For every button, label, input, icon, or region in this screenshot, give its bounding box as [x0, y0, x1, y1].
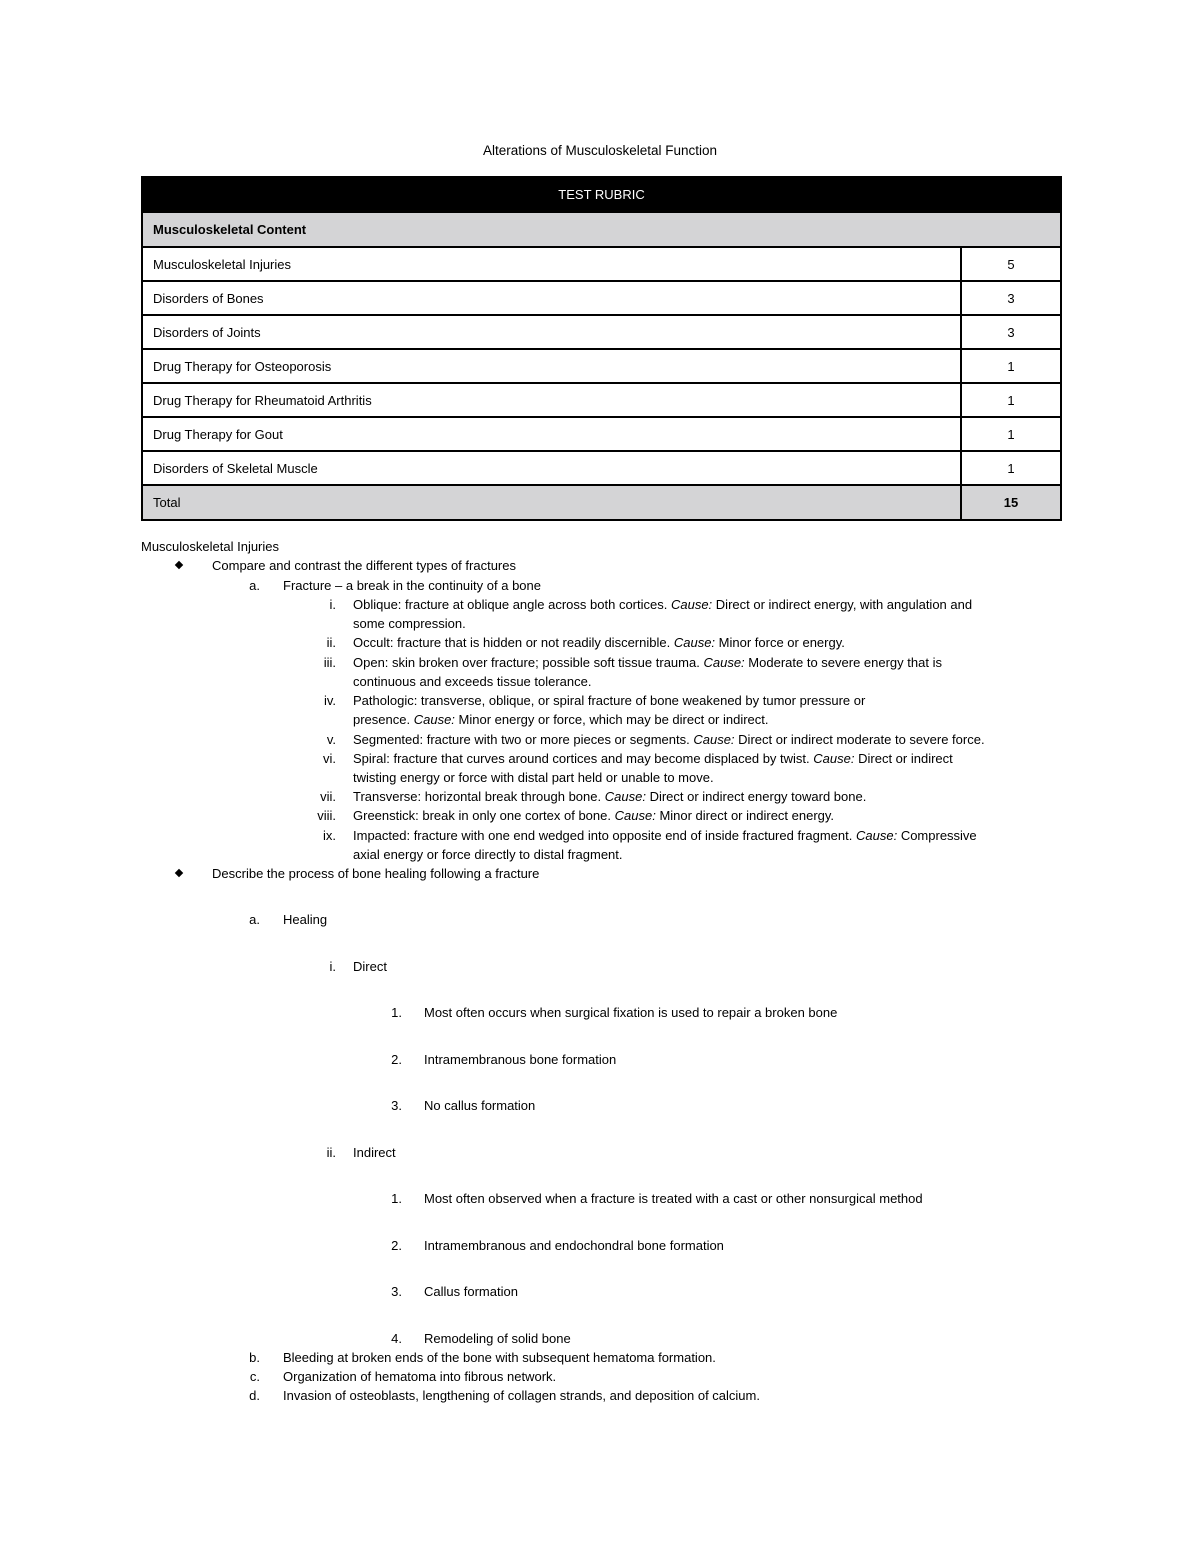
fracture-type-text: Transverse: horizontal break through bone.: [353, 789, 602, 804]
list-marker: iii.: [323, 655, 336, 670]
list-item: Remodeling of solid bone: [424, 1331, 571, 1346]
row-label: Drug Therapy for Osteoporosis: [142, 349, 961, 383]
row-label: Drug Therapy for Gout: [142, 417, 961, 451]
cause-text: Direct or indirect energy, with angulation and: [715, 597, 973, 612]
list-marker: iv.: [323, 693, 336, 708]
rubric-section-row: [142, 212, 1061, 247]
cause-text: Direct or indirect moderate to severe force.: [738, 732, 985, 747]
list-item: [353, 749, 953, 768]
fracture-type-text: Occult: fracture that is hidden or not readily discernible.: [353, 635, 671, 650]
total-label: Total: [142, 485, 961, 520]
list-item: Callus formation: [424, 1284, 518, 1299]
list-marker: 1.: [391, 1191, 402, 1206]
cause-text: Compressive: [900, 828, 977, 843]
list-item: Indirect: [353, 1145, 396, 1160]
list-item: Intramembranous bone formation: [424, 1052, 617, 1067]
list-item-continuation: continuous and exceeds tissue tolerance.: [353, 674, 592, 689]
rubric-header: TEST RUBRIC: [142, 177, 1061, 212]
list-item: Most often occurs when surgical fixation is used to repair a broken bone: [424, 1005, 838, 1020]
list-item: Most often observed when a fracture is treated with a cast or other nonsurgical method: [424, 1191, 923, 1206]
row-label: Musculoskeletal Injuries: [142, 247, 961, 281]
table-row: [142, 315, 1061, 349]
cause-label: Cause:: [673, 635, 716, 650]
list-item: Direct: [353, 959, 387, 974]
row-value: 3: [961, 281, 1061, 315]
row-label: Disorders of Bones: [142, 281, 961, 315]
list-marker: 4.: [391, 1331, 402, 1346]
cause-label: Cause:: [813, 751, 855, 766]
cause-text: Minor force or energy.: [718, 635, 845, 650]
fracture-type-text: Segmented: fracture with two or more pieces or segments.: [353, 732, 690, 747]
cause-label: Cause:: [413, 712, 455, 727]
total-row: [142, 485, 1061, 520]
list-item: [353, 595, 972, 614]
section-heading: Musculoskeletal Injuries: [141, 539, 280, 554]
test-rubric-table: [141, 176, 1062, 521]
cause-text: Minor energy or force, which may be direct or indirect.: [458, 712, 769, 727]
row-label: Disorders of Joints: [142, 315, 961, 349]
list-marker: ii.: [326, 635, 336, 650]
cause-label: Cause:: [614, 808, 656, 823]
cause-label: Cause:: [703, 655, 745, 670]
list-item: Invasion of osteoblasts, lengthening of collagen strands, and deposition of calcium.: [283, 1388, 760, 1403]
list-item: Bleeding at broken ends of the bone with subsequent hematoma formation.: [283, 1350, 716, 1365]
list-item: Fracture – a break in the continuity of a bone: [283, 578, 541, 593]
bullet-text: Compare and contrast the different types of fractures: [212, 558, 516, 573]
list-marker: i.: [329, 597, 336, 612]
list-item-continuation: axial energy or force directly to distal fragment.: [353, 847, 623, 862]
list-item: No callus formation: [424, 1098, 536, 1113]
row-value: 1: [961, 349, 1061, 383]
fracture-type-text: Oblique: fracture at oblique angle across both cortices.: [353, 597, 668, 612]
fracture-type-text: Impacted: fracture with one end wedged into opposite end of inside fractured fragment.: [353, 828, 853, 843]
table-row: [142, 349, 1061, 383]
list-marker: 2.: [391, 1052, 402, 1067]
list-marker: a.: [249, 912, 260, 927]
page-title: Alterations of Musculoskeletal Function: [482, 143, 718, 158]
row-value: 3: [961, 315, 1061, 349]
table-row: [142, 247, 1061, 281]
row-value: 1: [961, 451, 1061, 485]
bullet-icon: [175, 561, 183, 569]
row-label: Drug Therapy for Rheumatoid Arthritis: [142, 383, 961, 417]
list-marker: ii.: [326, 1145, 336, 1160]
list-item: [353, 787, 866, 806]
row-value: 1: [961, 383, 1061, 417]
cause-text: Direct or indirect energy toward bone.: [649, 789, 867, 804]
list-item: [353, 653, 942, 672]
list-item-continuation: [353, 710, 769, 729]
list-marker: a.: [249, 578, 260, 593]
cause-label: Cause:: [670, 597, 713, 612]
fracture-type-text: Spiral: fracture that curves around cortices and may become displaced by twist.: [353, 751, 810, 766]
table-row: [142, 451, 1061, 485]
table-row: [142, 281, 1061, 315]
cause-label: Cause:: [604, 789, 646, 804]
list-marker: d.: [249, 1388, 260, 1403]
list-marker: v.: [326, 732, 336, 747]
bullet-icon: [175, 869, 183, 877]
list-item: Organization of hematoma into fibrous network.: [283, 1369, 557, 1384]
list-marker: 3.: [391, 1284, 402, 1299]
list-marker: 3.: [391, 1098, 402, 1113]
cause-text: Direct or indirect: [858, 751, 953, 766]
rubric-section: Musculoskeletal Content: [142, 212, 1061, 247]
rubric-header-row: [142, 177, 1061, 212]
total-value: 15: [961, 485, 1061, 520]
cause-label: Cause:: [693, 732, 735, 747]
list-item-continuation: some compression.: [353, 616, 466, 631]
list-marker: c.: [249, 1369, 260, 1384]
cause-label: Cause:: [855, 828, 898, 843]
list-item: [353, 826, 977, 845]
list-item: Healing: [283, 912, 328, 927]
list-marker: ix.: [323, 828, 336, 843]
list-marker: viii.: [317, 808, 336, 823]
list-marker: vi.: [323, 751, 336, 766]
row-label: Disorders of Skeletal Muscle: [142, 451, 961, 485]
list-item: [353, 806, 834, 825]
table-row: [142, 417, 1061, 451]
row-value: 5: [961, 247, 1061, 281]
cause-text: Minor direct or indirect energy.: [659, 808, 835, 823]
cause-text: Moderate to severe energy that is: [748, 655, 942, 670]
fracture-type-text: Greenstick: break in only one cortex of bone.: [353, 808, 611, 823]
list-item: Pathologic: transverse, oblique, or spiral fracture of bone weakened by tumor pressure or: [353, 693, 866, 708]
list-marker: 2.: [391, 1238, 402, 1253]
list-marker: i.: [329, 959, 336, 974]
list-item: [353, 730, 985, 749]
list-item-continuation: twisting energy or force with distal part held or unable to move.: [353, 770, 714, 785]
bullet-text: Describe the process of bone healing following a fracture: [212, 866, 540, 881]
list-marker: b.: [249, 1350, 260, 1365]
row-value: 1: [961, 417, 1061, 451]
table-row: [142, 383, 1061, 417]
list-item: Intramembranous and endochondral bone formation: [424, 1238, 724, 1253]
list-marker: 1.: [391, 1005, 402, 1020]
fracture-type-text: presence.: [353, 712, 411, 727]
list-marker: vii.: [320, 789, 336, 804]
list-item: [353, 633, 845, 652]
fracture-type-text: Open: skin broken over fracture; possible soft tissue trauma.: [353, 655, 700, 670]
